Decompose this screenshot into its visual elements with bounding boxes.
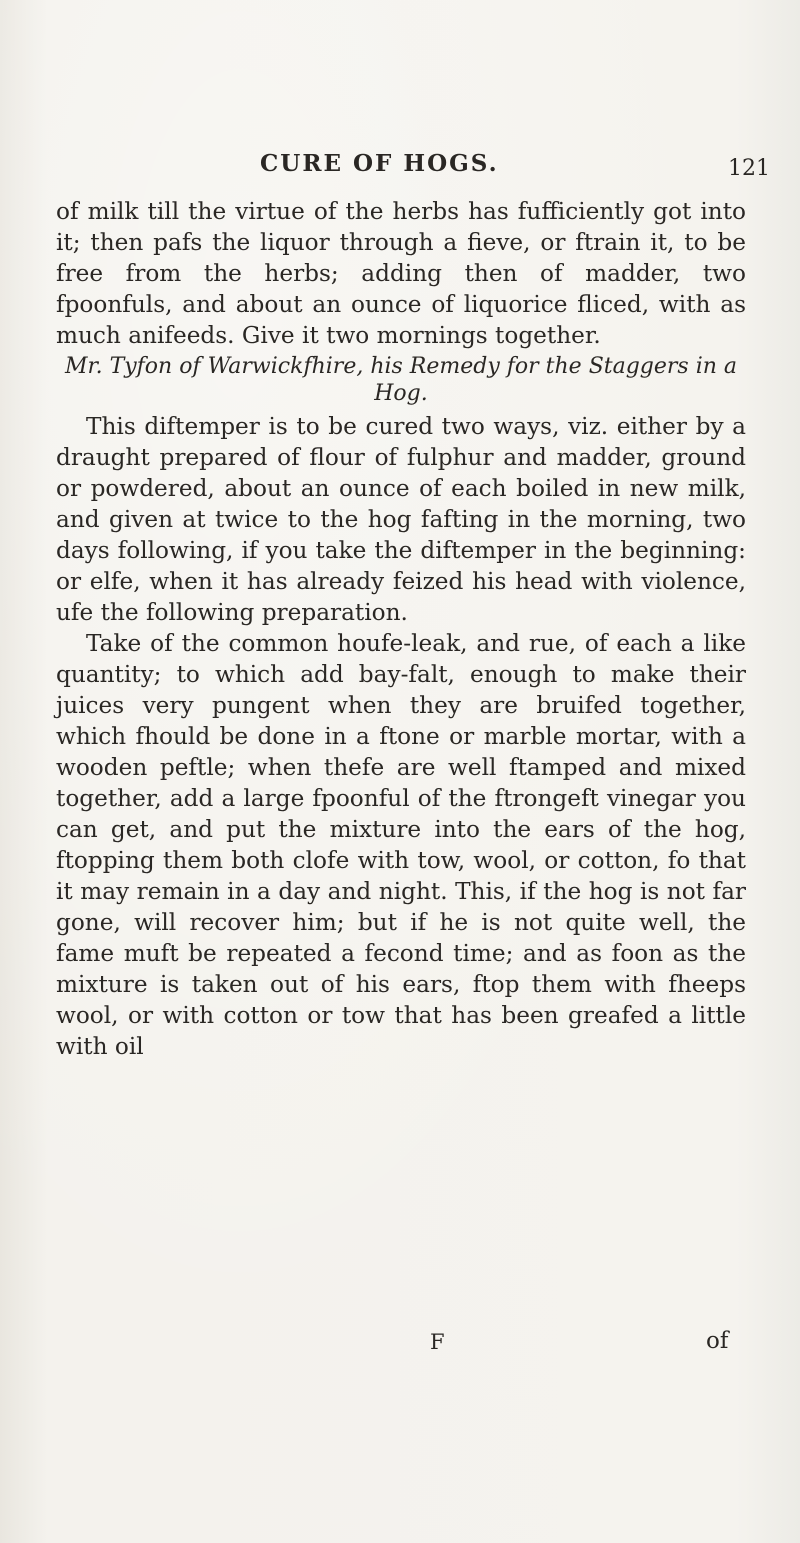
page-header [0, 150, 800, 190]
section-heading: Mr. Tyfon of Warwickfhire, his Remedy for the Staggers in a Hog. [64, 354, 738, 406]
paragraph-distemper: This diftemper is to be cured two ways, viz. either by a draught prepared of flour of fulphur and madder, ground or powdered, about an ounce of each boiled in new milk, and given at twice to the hog fafting in the morning, two days following, if you take the diftemper in the beginning: or elfe, when it has already feized his head with violence, ufe the following preparation. [56, 413, 746, 626]
catchword: of [706, 1328, 729, 1354]
signature-mark: F [430, 1330, 445, 1354]
paragraph-remedy: Take of the common houfe-leak, and rue, of each a like quantity; to which add bay-falt, enough to make their juices very pungent when they are bruifed together, which fhould be done in a ftone or marble mortar, with a wooden peftle; when thefe are well ftamped and mixed together, add a large fpoonful of the ftrongeft vinegar you can get, and put the mixture into the ears of the hog, ftopping them both clofe with tow, wool, or cotton, fo that it may remain in a day and night. This, if the hog is not far gone, will recover him; but if he is not quite well, the fame muft be repeated a fecond time; and as foon as the mixture is taken out of his ears, ftop them with fheeps wool, or with cotton or tow that has been greafed a little with oil [56, 630, 746, 1060]
body-text [56, 196, 746, 1062]
paragraph-continuation: of milk till the virtue of the herbs has fufficiently got into it; then pafs the liquor through a fieve, or ftrain it, to be free from the herbs; adding then of madder, two fpoonfuls, and about an ounce of liquorice fliced, with as much anifeeds. Give it two mornings together. [56, 198, 746, 349]
running-head: CURE OF HOGS. [260, 150, 499, 177]
page-number: 121 [728, 156, 770, 181]
